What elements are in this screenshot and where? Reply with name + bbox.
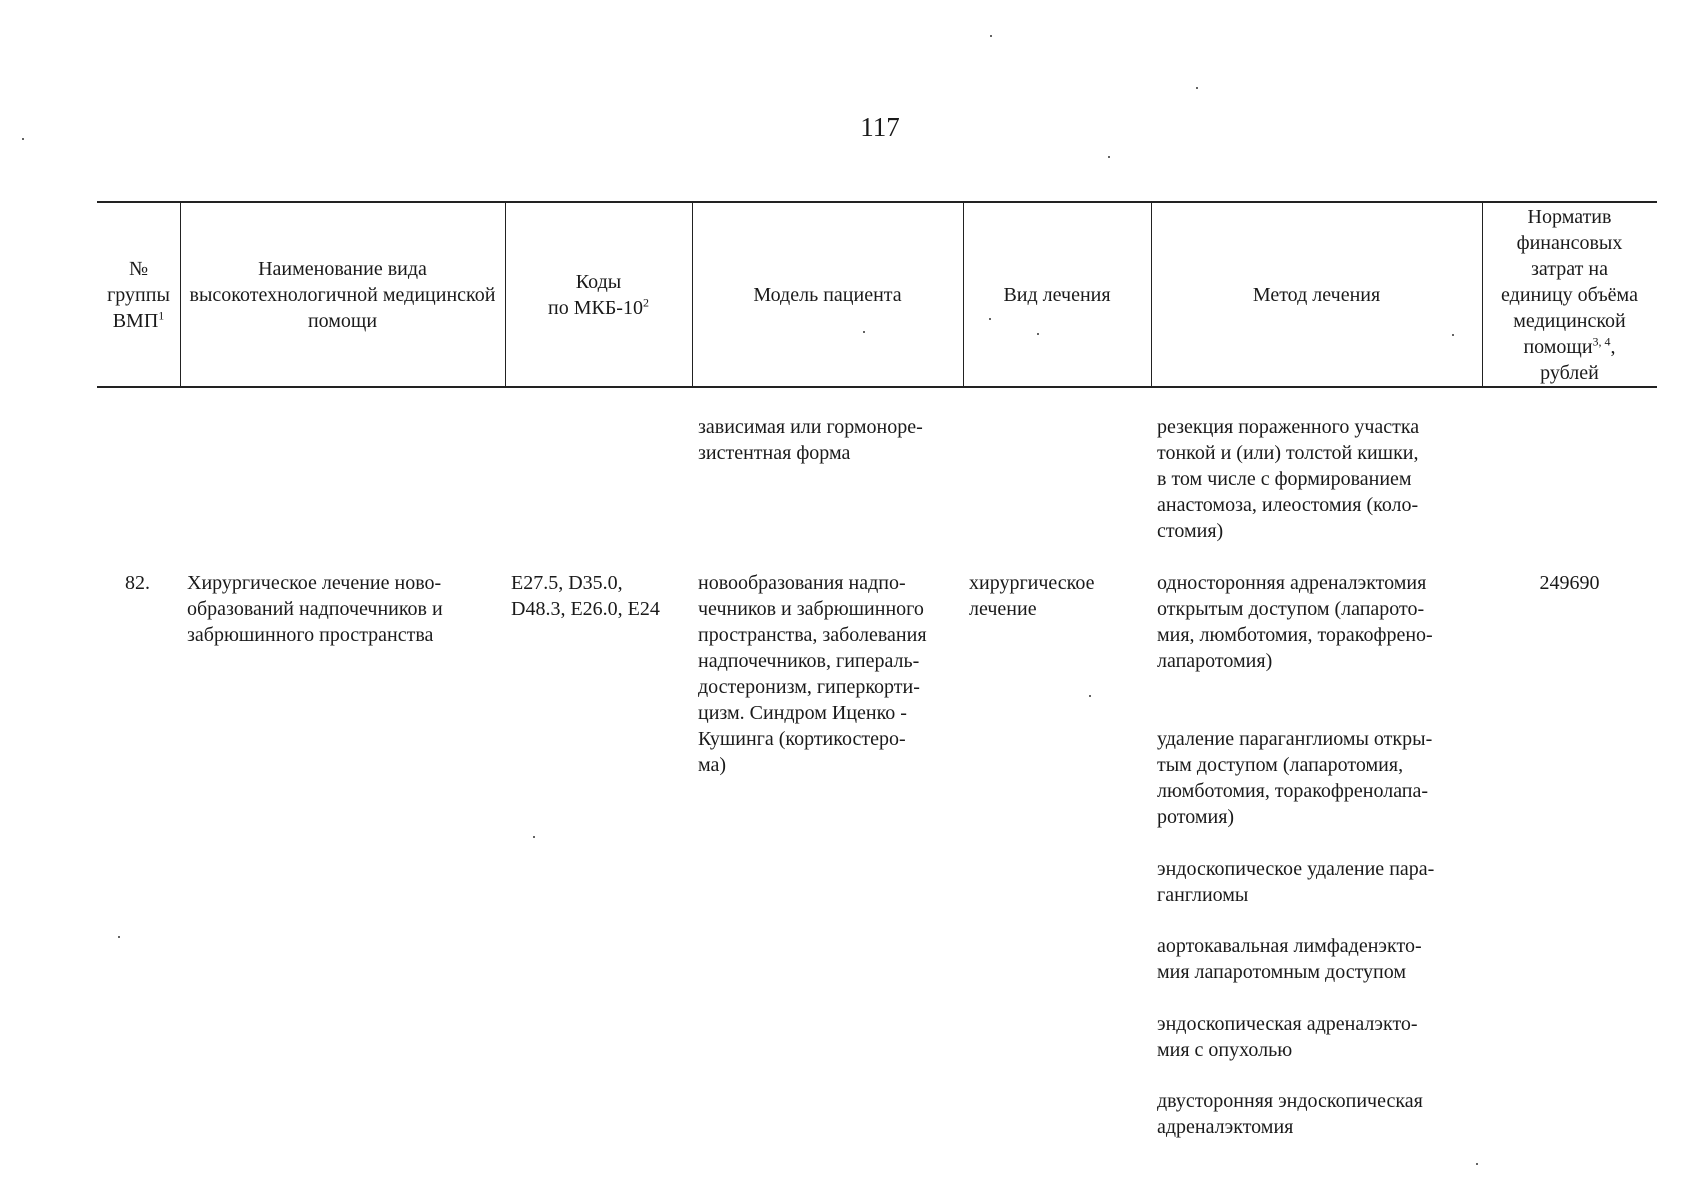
row-cost-norm: 249690: [1539, 572, 1600, 594]
row-number: 82.: [125, 572, 150, 594]
table-header: [97, 201, 1657, 388]
scan-speck: [1108, 156, 1110, 158]
scan-speck: [1089, 695, 1091, 697]
row-method-6: двусторонняя эндоскопическая адреналэктомия: [1157, 1090, 1423, 1138]
footnote-marker: 1: [158, 307, 165, 322]
header-group-number-text: № группы ВМП: [107, 257, 170, 332]
row-icd-codes: E27.5, D35.0, D48.3, E26.0, E24: [511, 572, 660, 620]
row-method-4: аортокавальная лимфаденэкто- мия лапаротомным доступом: [1157, 935, 1422, 983]
header-cost-norm-unit: , рублей: [1540, 335, 1616, 384]
row-treatment-type: хирургическое лечение: [969, 572, 1095, 620]
row-method-1: односторонняя адреналэктомия открытым доступом (лапарото- мия, люмботомия, торакофрено- лапаротомия): [1157, 572, 1433, 672]
column-divider: [963, 201, 964, 386]
column-divider: [1151, 201, 1152, 386]
header-icd-codes-line1: Коды: [575, 270, 622, 293]
header-group-number: [97, 203, 180, 386]
row-method-5: эндоскопическая адреналэкто- мия с опухолью: [1157, 1013, 1418, 1061]
footnote-marker: 2: [642, 294, 649, 309]
column-divider: [180, 201, 181, 386]
header-treatment-type: Вид лечения: [1003, 283, 1111, 306]
header-icd-codes-line2: по МКБ-10: [548, 296, 643, 319]
column-divider: [692, 201, 693, 386]
header-icd-codes: [505, 203, 692, 386]
scan-speck: [1037, 333, 1039, 335]
row-method-2: удаление параганглиомы откры- тым доступом (лапаротомия, люмботомия, торакофренолапа- ротомия): [1157, 728, 1433, 828]
header-patient-model: Модель пациента: [753, 283, 902, 306]
column-divider: [505, 201, 506, 386]
continuation-treatment-method: резекция пораженного участка тонкой и (или) толстой кишки, в том числе с формированием анастомоза, илеостомия (коло- стомия): [1157, 416, 1420, 542]
scan-speck: [1476, 1163, 1478, 1165]
scan-speck: [989, 318, 991, 320]
continuation-patient-model: зависимая или гормоноре- зистентная форма: [698, 416, 923, 464]
scan-speck: [1452, 334, 1454, 336]
header-treatment-method: Метод лечения: [1252, 283, 1381, 306]
scan-speck: [118, 936, 120, 938]
row-vmp-name: Хирургическое лечение ново- образований надпочечников и забрюшинного пространства: [187, 572, 443, 646]
column-divider: [1482, 201, 1483, 386]
scan-speck: [1196, 87, 1198, 89]
row-patient-model: новообразования надпо- чечников и забрюшинного пространства, заболевания надпочечников, гипераль- достеронизм, гиперкорти- цизм. Синдром Иценко - Кушинга (кортикостеро- ма): [698, 572, 927, 776]
row-method-3: эндоскопическое удаление пара- ганглиомы: [1157, 858, 1435, 906]
scan-speck: [990, 35, 992, 37]
header-vmp-name: Наименование вида высокотехнологичной медицинской помощи: [189, 257, 496, 332]
header-cost-norm: [1482, 203, 1657, 386]
footnote-marker: 3, 4: [1592, 333, 1611, 348]
scan-speck: [863, 331, 865, 333]
scan-speck: [533, 836, 535, 838]
header-cost-norm-text: Норматив финансовых затрат на единицу объёма медицинской помощи: [1501, 205, 1638, 358]
scan-speck: [22, 138, 24, 140]
page-number: 117: [860, 112, 900, 142]
